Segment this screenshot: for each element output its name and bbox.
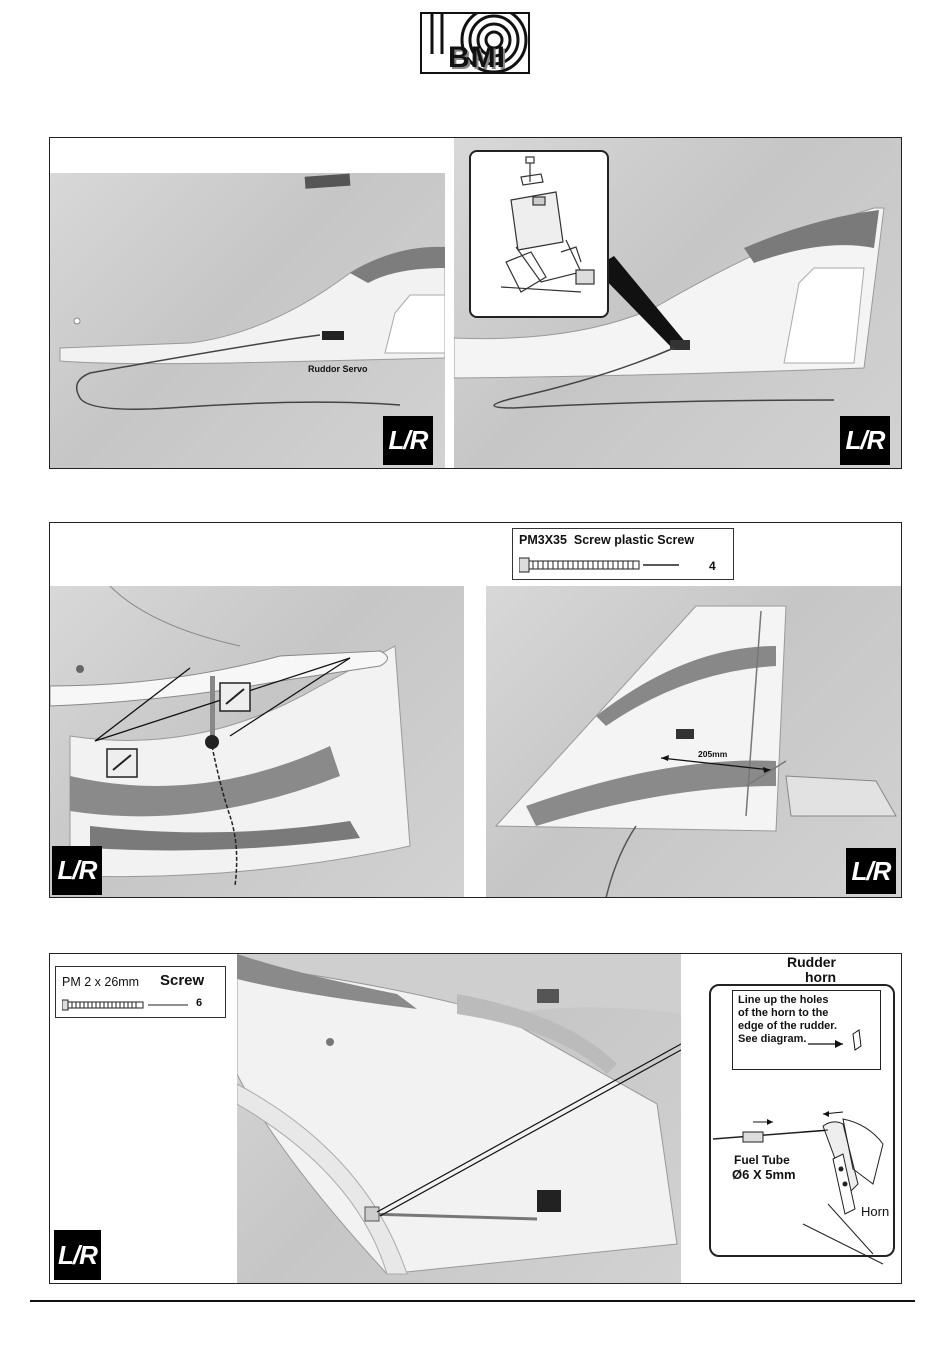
hardware-label-pm3x35 [512, 528, 734, 580]
instruction-line-1: Line up the holes [738, 994, 829, 1006]
logo-text: BMI [448, 41, 506, 74]
measurement-label: 205mm [698, 749, 728, 759]
fuel-tube-label-2: Ø6 X 5mm [732, 1167, 796, 1182]
hardware-label-text: PM3X35 Screw plastic Screw [519, 533, 695, 547]
photo-fin-alignment [486, 586, 902, 898]
panel-horizontal-stab [49, 522, 902, 898]
photo-fin-with-servo [50, 173, 445, 469]
screw-icon [519, 555, 679, 575]
servo-inset-diagram [469, 150, 609, 318]
photo-stab-mounting [50, 586, 464, 898]
diagram-title-line2: horn [805, 969, 837, 985]
diagram-title-line1: Rudder [787, 954, 836, 970]
horn-label: Horn [861, 1204, 890, 1219]
lr-badge: L/R [846, 848, 896, 894]
hardware-qty: 6 [196, 997, 203, 1009]
horn-diagram [683, 954, 902, 1284]
lr-badge: L/R [52, 846, 102, 895]
screw-icon [62, 997, 192, 1013]
footer-rule [30, 1300, 915, 1302]
photo-rudder-horn [237, 954, 681, 1284]
instruction-line-3: edge of the rudder. [738, 1020, 838, 1032]
photo-divider [448, 138, 453, 469]
panel-rudder-servo [49, 137, 902, 469]
panel-rudder-horn [49, 953, 902, 1284]
hardware-label-pm2x26 [55, 966, 226, 1018]
lr-badge: L/R [840, 416, 890, 465]
servo-caption: Ruddor Servo [308, 364, 368, 374]
fuel-tube-label-1: Fuel Tube [734, 1153, 790, 1167]
hardware-qty: 4 [709, 559, 716, 573]
servo-exploded-diagram [471, 152, 607, 316]
photo-servo-installed [454, 138, 902, 469]
lr-badge: L/R [383, 416, 433, 465]
instruction-line-2: of the horn to the [738, 1007, 829, 1019]
hardware-label-prefix: PM 2 x 26mm [62, 975, 140, 989]
lr-badge: L/R [54, 1230, 101, 1280]
instruction-line-4: See diagram. [738, 1033, 807, 1045]
brand-logo [420, 12, 530, 74]
horn-linkage-drawing [683, 954, 902, 1284]
hardware-label-word: Screw [160, 972, 205, 989]
